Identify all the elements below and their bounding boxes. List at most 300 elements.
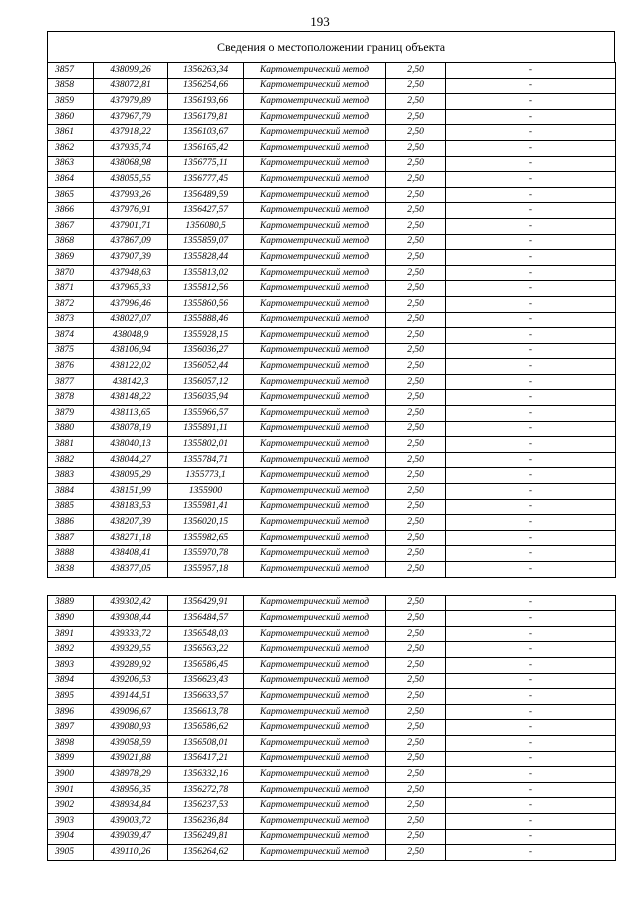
description-cell: - [446,767,616,783]
y-coordinate-cell: 1356586,45 [168,657,244,673]
y-coordinate-cell: 1355859,07 [168,234,244,250]
page-number: 193 [310,14,330,29]
y-coordinate-cell: 1356249,81 [168,829,244,845]
y-coordinate-cell: 1356429,91 [168,595,244,611]
description-cell: - [446,515,616,531]
y-coordinate-cell: 1356020,15 [168,515,244,531]
table-row [48,296,616,312]
x-coordinate-cell: 437967,79 [94,109,168,125]
y-coordinate-cell: 1355812,56 [168,281,244,297]
precision-cell: 2,50 [386,265,446,281]
method-cell: Картометрический метод [244,530,386,546]
precision-cell: 2,50 [386,642,446,658]
description-cell: - [446,499,616,515]
description-cell: - [446,689,616,705]
description-cell: - [446,720,616,736]
method-cell: Картометрический метод [244,562,386,578]
group-separator-cell [48,577,616,595]
y-coordinate-cell: 1355970,78 [168,546,244,562]
y-coordinate-cell: 1355900 [168,484,244,500]
x-coordinate-cell: 438271,18 [94,530,168,546]
description-cell: - [446,94,616,110]
y-coordinate-cell: 1355813,02 [168,265,244,281]
table-row [48,562,616,578]
y-coordinate-cell: 1356264,62 [168,845,244,861]
method-cell: Картометрический метод [244,626,386,642]
x-coordinate-cell: 437918,22 [94,125,168,141]
point-number-cell: 3861 [48,125,94,141]
table-row [48,250,616,266]
precision-cell: 2,50 [386,813,446,829]
group-separator-row [48,577,616,595]
table-row [48,109,616,125]
y-coordinate-cell: 1356563,22 [168,642,244,658]
point-number-cell: 3905 [48,845,94,861]
point-number-cell: 3860 [48,109,94,125]
x-coordinate-cell: 439021,88 [94,751,168,767]
point-number-cell: 3866 [48,203,94,219]
description-cell: - [446,595,616,611]
point-number-cell: 3880 [48,421,94,437]
x-coordinate-cell: 439206,53 [94,673,168,689]
x-coordinate-cell: 438048,9 [94,328,168,344]
table-row [48,437,616,453]
y-coordinate-cell: 1355982,65 [168,530,244,546]
table-row [48,374,616,390]
description-cell: - [446,250,616,266]
x-coordinate-cell: 437901,71 [94,218,168,234]
description-cell: - [446,782,616,798]
point-number-cell: 3898 [48,735,94,751]
precision-cell: 2,50 [386,720,446,736]
table-row [48,798,616,814]
y-coordinate-cell: 1356179,81 [168,109,244,125]
point-number-cell: 3887 [48,530,94,546]
x-coordinate-cell: 438027,07 [94,312,168,328]
table-row [48,343,616,359]
precision-cell: 2,50 [386,140,446,156]
x-coordinate-cell: 439003,72 [94,813,168,829]
table-row [48,234,616,250]
x-coordinate-cell: 437867,09 [94,234,168,250]
table-row [48,673,616,689]
description-cell: - [446,452,616,468]
y-coordinate-cell: 1355802,01 [168,437,244,453]
y-coordinate-cell: 1356052,44 [168,359,244,375]
method-cell: Картометрический метод [244,94,386,110]
precision-cell: 2,50 [386,798,446,814]
y-coordinate-cell: 1355957,18 [168,562,244,578]
table-row [48,94,616,110]
x-coordinate-cell: 438408,41 [94,546,168,562]
table-row [48,328,616,344]
y-coordinate-cell: 1356508,01 [168,735,244,751]
point-number-cell: 3896 [48,704,94,720]
y-coordinate-cell: 1356332,16 [168,767,244,783]
y-coordinate-cell: 1356237,53 [168,798,244,814]
precision-cell: 2,50 [386,611,446,627]
table-row [48,642,616,658]
method-cell: Картометрический метод [244,767,386,783]
table-row [48,704,616,720]
point-number-cell: 3863 [48,156,94,172]
method-cell: Картометрический метод [244,78,386,94]
precision-cell: 2,50 [386,172,446,188]
y-coordinate-cell: 1355860,56 [168,296,244,312]
description-cell: - [446,657,616,673]
precision-cell: 2,50 [386,845,446,861]
description-cell: - [446,829,616,845]
point-number-cell: 3900 [48,767,94,783]
method-cell: Картометрический метод [244,546,386,562]
y-coordinate-cell: 1356777,45 [168,172,244,188]
table-row [48,829,616,845]
method-cell: Картометрический метод [244,296,386,312]
description-cell: - [446,562,616,578]
precision-cell: 2,50 [386,673,446,689]
precision-cell: 2,50 [386,63,446,79]
method-cell: Картометрический метод [244,689,386,705]
table-row [48,172,616,188]
description-cell: - [446,125,616,141]
description-cell: - [446,172,616,188]
x-coordinate-cell: 439110,26 [94,845,168,861]
description-cell: - [446,845,616,861]
method-cell: Картометрический метод [244,343,386,359]
description-cell: - [446,813,616,829]
y-coordinate-cell: 1356254,66 [168,78,244,94]
y-coordinate-cell: 1355773,1 [168,468,244,484]
method-cell: Картометрический метод [244,782,386,798]
x-coordinate-cell: 437948,63 [94,265,168,281]
point-number-cell: 3871 [48,281,94,297]
description-cell: - [446,468,616,484]
y-coordinate-cell: 1356103,67 [168,125,244,141]
point-number-cell: 3892 [48,642,94,658]
x-coordinate-cell: 438151,99 [94,484,168,500]
description-cell: - [446,704,616,720]
description-cell: - [446,187,616,203]
method-cell: Картометрический метод [244,468,386,484]
precision-cell: 2,50 [386,735,446,751]
precision-cell: 2,50 [386,595,446,611]
point-number-cell: 3872 [48,296,94,312]
table-row [48,265,616,281]
point-number-cell: 3857 [48,63,94,79]
x-coordinate-cell: 437976,91 [94,203,168,219]
x-coordinate-cell: 438207,39 [94,515,168,531]
method-cell: Картометрический метод [244,642,386,658]
description-cell: - [446,265,616,281]
x-coordinate-cell: 438095,29 [94,468,168,484]
x-coordinate-cell: 438106,94 [94,343,168,359]
precision-cell: 2,50 [386,452,446,468]
table-row [48,187,616,203]
precision-cell: 2,50 [386,562,446,578]
point-number-cell: 3888 [48,546,94,562]
x-coordinate-cell: 439096,67 [94,704,168,720]
precision-cell: 2,50 [386,782,446,798]
method-cell: Картометрический метод [244,595,386,611]
y-coordinate-cell: 1356036,27 [168,343,244,359]
point-number-cell: 3884 [48,484,94,500]
table-row [48,390,616,406]
point-number-cell: 3885 [48,499,94,515]
y-coordinate-cell: 1356193,66 [168,94,244,110]
coordinates-table [47,62,616,861]
point-number-cell: 3882 [48,452,94,468]
table-row [48,203,616,219]
method-cell: Картометрический метод [244,406,386,422]
precision-cell: 2,50 [386,406,446,422]
x-coordinate-cell: 437993,26 [94,187,168,203]
precision-cell: 2,50 [386,281,446,297]
y-coordinate-cell: 1356586,62 [168,720,244,736]
point-number-cell: 3894 [48,673,94,689]
x-coordinate-cell: 439289,92 [94,657,168,673]
x-coordinate-cell: 437907,39 [94,250,168,266]
point-number-cell: 3883 [48,468,94,484]
method-cell: Картометрический метод [244,109,386,125]
method-cell: Картометрический метод [244,829,386,845]
point-number-cell: 3859 [48,94,94,110]
description-cell: - [446,421,616,437]
point-number-cell: 3862 [48,140,94,156]
y-coordinate-cell: 1356623,43 [168,673,244,689]
precision-cell: 2,50 [386,437,446,453]
table-row [48,782,616,798]
description-cell: - [446,109,616,125]
method-cell: Картометрический метод [244,250,386,266]
x-coordinate-cell: 437996,46 [94,296,168,312]
table-row [48,359,616,375]
precision-cell: 2,50 [386,421,446,437]
y-coordinate-cell: 1356775,11 [168,156,244,172]
method-cell: Картометрический метод [244,452,386,468]
x-coordinate-cell: 438956,35 [94,782,168,798]
table-row [48,845,616,861]
precision-cell: 2,50 [386,94,446,110]
x-coordinate-cell: 438068,98 [94,156,168,172]
precision-cell: 2,50 [386,234,446,250]
x-coordinate-cell: 438148,22 [94,390,168,406]
method-cell: Картометрический метод [244,720,386,736]
method-cell: Картометрический метод [244,312,386,328]
point-number-cell: 3897 [48,720,94,736]
table-row [48,595,616,611]
point-number-cell: 3858 [48,78,94,94]
method-cell: Картометрический метод [244,187,386,203]
y-coordinate-cell: 1356272,78 [168,782,244,798]
point-number-cell: 3903 [48,813,94,829]
y-coordinate-cell: 1356236,84 [168,813,244,829]
description-cell: - [446,156,616,172]
description-cell: - [446,611,616,627]
coordinates-sheet [47,31,615,861]
method-cell: Картометрический метод [244,172,386,188]
y-coordinate-cell: 1356035,94 [168,390,244,406]
precision-cell: 2,50 [386,751,446,767]
point-number-cell: 3893 [48,657,94,673]
point-number-cell: 3879 [48,406,94,422]
method-cell: Картометрический метод [244,611,386,627]
point-number-cell: 3865 [48,187,94,203]
x-coordinate-cell: 439058,59 [94,735,168,751]
x-coordinate-cell: 438142,3 [94,374,168,390]
table-row [48,735,616,751]
precision-cell: 2,50 [386,468,446,484]
method-cell: Картометрический метод [244,704,386,720]
x-coordinate-cell: 439329,55 [94,642,168,658]
point-number-cell: 3881 [48,437,94,453]
method-cell: Картометрический метод [244,203,386,219]
x-coordinate-cell: 439080,93 [94,720,168,736]
method-cell: Картометрический метод [244,798,386,814]
y-coordinate-cell: 1356057,12 [168,374,244,390]
x-coordinate-cell: 439144,51 [94,689,168,705]
table-row [48,657,616,673]
point-number-cell: 3877 [48,374,94,390]
method-cell: Картометрический метод [244,421,386,437]
description-cell: - [446,203,616,219]
method-cell: Картометрический метод [244,234,386,250]
y-coordinate-cell: 1356080,5 [168,218,244,234]
x-coordinate-cell: 438377,05 [94,562,168,578]
precision-cell: 2,50 [386,689,446,705]
table-row [48,156,616,172]
x-coordinate-cell: 439308,44 [94,611,168,627]
table-row [48,218,616,234]
precision-cell: 2,50 [386,767,446,783]
y-coordinate-cell: 1356613,78 [168,704,244,720]
method-cell: Картометрический метод [244,499,386,515]
precision-cell: 2,50 [386,484,446,500]
description-cell: - [446,530,616,546]
precision-cell: 2,50 [386,530,446,546]
description-cell: - [446,234,616,250]
precision-cell: 2,50 [386,187,446,203]
section-title: Сведения о местоположении границ объекта [47,31,615,62]
precision-cell: 2,50 [386,125,446,141]
point-number-cell: 3886 [48,515,94,531]
description-cell: - [446,343,616,359]
precision-cell: 2,50 [386,626,446,642]
table-row [48,312,616,328]
precision-cell: 2,50 [386,218,446,234]
method-cell: Картометрический метод [244,140,386,156]
description-cell: - [446,63,616,79]
table-row [48,499,616,515]
description-cell: - [446,546,616,562]
method-cell: Картометрический метод [244,281,386,297]
method-cell: Картометрический метод [244,657,386,673]
x-coordinate-cell: 438113,65 [94,406,168,422]
x-coordinate-cell: 438122,02 [94,359,168,375]
x-coordinate-cell: 437979,89 [94,94,168,110]
point-number-cell: 3876 [48,359,94,375]
method-cell: Картометрический метод [244,437,386,453]
point-number-cell: 3870 [48,265,94,281]
y-coordinate-cell: 1356633,57 [168,689,244,705]
description-cell: - [446,140,616,156]
table-row [48,421,616,437]
point-number-cell: 3901 [48,782,94,798]
y-coordinate-cell: 1355828,44 [168,250,244,266]
point-number-cell: 3838 [48,562,94,578]
y-coordinate-cell: 1355981,41 [168,499,244,515]
description-cell: - [446,751,616,767]
table-row [48,468,616,484]
point-number-cell: 3902 [48,798,94,814]
coordinates-table-body [48,63,616,861]
y-coordinate-cell: 1356427,57 [168,203,244,219]
table-row [48,78,616,94]
y-coordinate-cell: 1356548,03 [168,626,244,642]
x-coordinate-cell: 438183,53 [94,499,168,515]
description-cell: - [446,328,616,344]
description-cell: - [446,437,616,453]
y-coordinate-cell: 1355784,71 [168,452,244,468]
y-coordinate-cell: 1355891,11 [168,421,244,437]
point-number-cell: 3889 [48,595,94,611]
y-coordinate-cell: 1355888,46 [168,312,244,328]
point-number-cell: 3895 [48,689,94,705]
description-cell: - [446,312,616,328]
description-cell: - [446,359,616,375]
point-number-cell: 3867 [48,218,94,234]
description-cell: - [446,642,616,658]
x-coordinate-cell: 439039,47 [94,829,168,845]
description-cell: - [446,78,616,94]
description-cell: - [446,735,616,751]
description-cell: - [446,281,616,297]
description-cell: - [446,626,616,642]
table-row [48,484,616,500]
precision-cell: 2,50 [386,328,446,344]
table-row [48,406,616,422]
method-cell: Картометрический метод [244,390,386,406]
precision-cell: 2,50 [386,203,446,219]
y-coordinate-cell: 1356484,57 [168,611,244,627]
table-row [48,689,616,705]
y-coordinate-cell: 1356165,42 [168,140,244,156]
method-cell: Картометрический метод [244,125,386,141]
y-coordinate-cell: 1356417,21 [168,751,244,767]
method-cell: Картометрический метод [244,156,386,172]
method-cell: Картометрический метод [244,673,386,689]
x-coordinate-cell: 438072,81 [94,78,168,94]
precision-cell: 2,50 [386,515,446,531]
precision-cell: 2,50 [386,109,446,125]
method-cell: Картометрический метод [244,63,386,79]
method-cell: Картометрический метод [244,359,386,375]
method-cell: Картометрический метод [244,751,386,767]
x-coordinate-cell: 437965,33 [94,281,168,297]
table-row [48,626,616,642]
table-row [48,767,616,783]
method-cell: Картометрический метод [244,484,386,500]
point-number-cell: 3904 [48,829,94,845]
point-number-cell: 3890 [48,611,94,627]
table-row [48,611,616,627]
precision-cell: 2,50 [386,829,446,845]
table-row [48,281,616,297]
precision-cell: 2,50 [386,499,446,515]
point-number-cell: 3875 [48,343,94,359]
method-cell: Картометрический метод [244,813,386,829]
description-cell: - [446,296,616,312]
point-number-cell: 3869 [48,250,94,266]
